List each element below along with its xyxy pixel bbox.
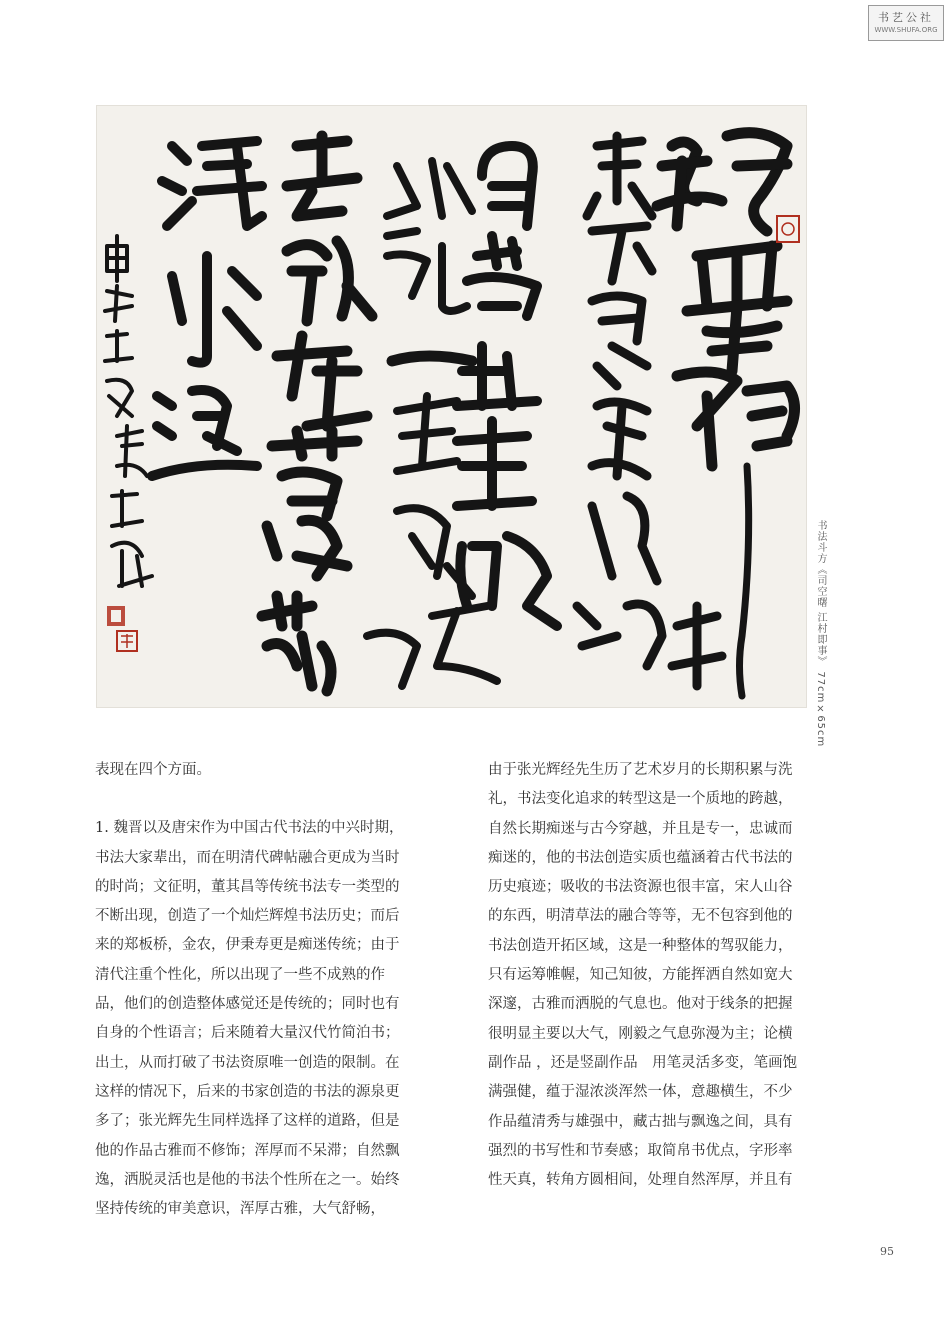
calligraphy-column-4	[367, 161, 497, 686]
site-watermark	[868, 5, 944, 41]
text-line: 由于张光辉经先生历了艺术岁月的长期积累与洗	[488, 762, 793, 778]
text-line: 痴迷的，他的书法创造实质也蕴涵着古代书法的	[488, 849, 793, 866]
text-line: 书法创造开拓区域，这是一种整体的驾驭能力，	[488, 937, 793, 954]
text-line: 强烈的书写性和节奏感；取简帛书优点，字形率	[488, 1142, 793, 1159]
paragraph-gap	[95, 785, 413, 814]
text-line: 来的郑板桥，金农，伊秉寿更是痴迷传统；由于	[95, 937, 400, 954]
text-line: 他的作品古雅而不修饰；浑厚而不呆滞；自然飘	[95, 1142, 400, 1159]
text-line: 礼，书法变化追求的转型这是一个质地的跨越，	[488, 791, 793, 808]
text-line: 自身的个性语言；后来随着大量汉代竹简泊书；	[95, 1025, 400, 1042]
text-line: 满强健，蕴于湿浓淡浑然一体，意趣横生，不少	[488, 1084, 793, 1101]
intro-line: 表现在四个方面。	[95, 762, 211, 778]
text-line: 自然长期痴迷与古今穿越，并且是专一，忠诚而	[488, 820, 793, 837]
calligraphy-column-5	[262, 136, 372, 691]
text-line: 只有运筹帷幄，知己知彼，方能挥洒自然如宽大	[488, 967, 793, 984]
text-line: 1. 魏晋以及唐宋作为中国古代书法的中兴时期，	[95, 820, 404, 837]
calligraphy-inscription	[105, 236, 152, 586]
text-line: 品，他们的创造整体感觉还是传统的；同时也有	[95, 996, 400, 1013]
calligraphy-artwork	[96, 105, 807, 708]
text-line: 逸，洒脱灵活也是他的书法个性所在之一。始终	[95, 1171, 400, 1188]
text-line: 作品蕴清秀与雄强中，藏古拙与飘逸之间，具有	[488, 1113, 793, 1130]
text-line: 出土，从而打破了书法资原唯一创造的限制。在	[95, 1054, 400, 1071]
text-line: 副作品 ，还是竖副作品 用笔灵活多变，笔画饱	[488, 1054, 798, 1071]
text-line: 多了；张光辉先生同样选择了这样的道路，但是	[95, 1113, 400, 1130]
calligraphy-column-2	[577, 136, 722, 686]
text-line: 深邃，古雅而洒脱的气息也。他对于线条的把握	[488, 996, 793, 1013]
text-line: 这样的情况下，后来的书家创造的书法的源泉更	[95, 1083, 400, 1100]
text-line: 书法大家辈出，而在明清代碑帖融合更成为当时	[95, 849, 400, 866]
text-line: 性天真，转角方圆相间，处理自然浑厚，并且有	[488, 1172, 793, 1189]
calligraphy-column-3	[457, 146, 557, 626]
text-line: 很明显主要以大气，刚毅之气息弥漫为主；论横	[488, 1025, 793, 1042]
article-column-right	[488, 756, 806, 1195]
calligraphy-ink-drawing	[97, 106, 807, 708]
watermark-name: 书艺公社	[878, 11, 934, 24]
watermark-url: WWW.SHUFA.ORG	[874, 26, 938, 34]
calligraphy-column-6	[152, 141, 262, 476]
artwork-caption: 书法斗方《司空曙 江村即事》 77cm×65cm	[815, 520, 826, 748]
page-number: 95	[880, 1245, 894, 1258]
text-line: 的时尚；文征明，董其昌等传统书法专一类型的	[95, 878, 400, 895]
text-line: 的东西，明清草法的融合等等，无不包容到他的	[488, 908, 793, 925]
text-line: 历史痕迹；吸收的书法资源也很丰富，宋人山谷	[488, 879, 793, 896]
text-line: 清代注重个性化，所以出现了一些不成熟的作	[95, 966, 385, 983]
text-line: 坚持传统的审美意识，浑厚古雅，大气舒畅，	[95, 1201, 385, 1218]
calligraphy-column-1	[657, 133, 795, 696]
text-line: 不断出现，创造了一个灿烂辉煌书法历史；而后	[95, 908, 400, 925]
article-column-left	[95, 756, 413, 1224]
